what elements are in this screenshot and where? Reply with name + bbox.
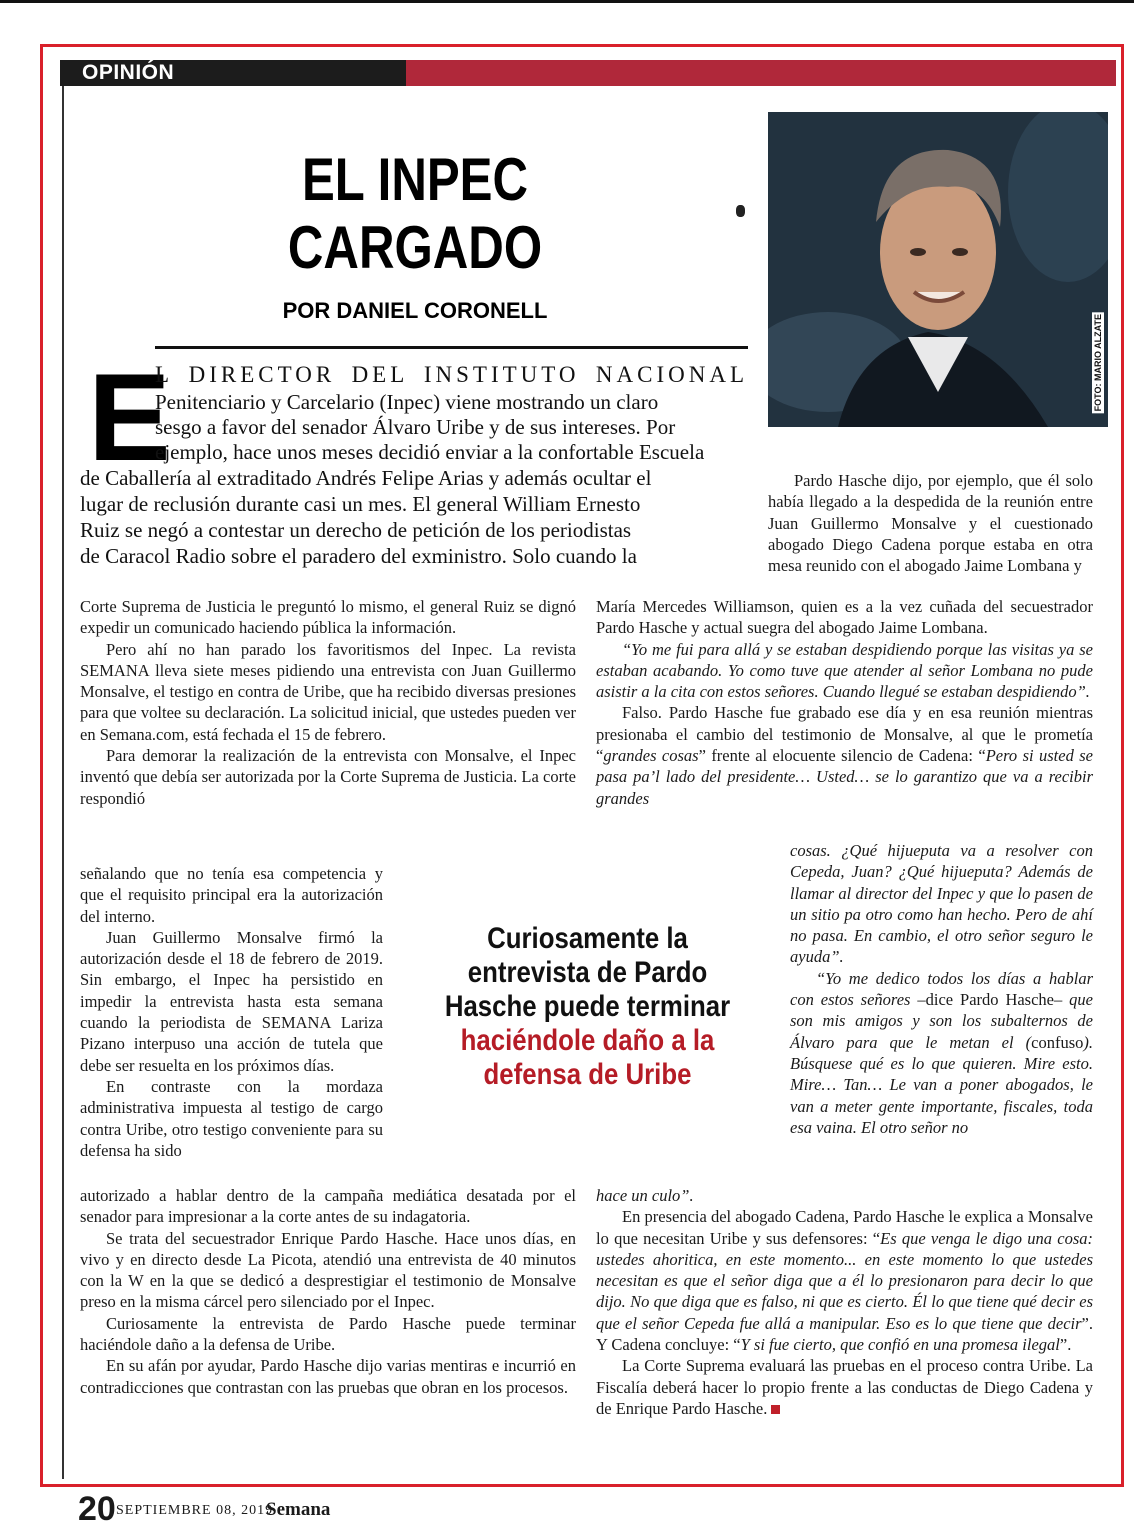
paragraph: En contraste con la mordaza administrativa impuesta al testigo de cargo contra Uribe, otro testigo conveniente para su defensa ha sido [80,1076,383,1160]
paragraph [596,702,1093,808]
end-mark-icon [771,1405,780,1414]
right-column-middle [596,596,1093,809]
lead-line: de Caracol Radio sobre el paradero del exministro. Solo cuando la [80,544,637,568]
lead-line: L DIRECTOR DEL INSTITUTO NACIONAL [155,362,748,387]
text-run-emphasis: ). Búsquese qué es lo que quieren. Mire esto. Mire… Tan… Le van a poner abogados, le van a meter gente importante, fiscales, toda esa vaina. El otro señor no [790,1032,1093,1137]
paragraph: Se trata del secuestrador Enrique Pardo Hasche. Hace unos días, en vivo y en directo desde La Picota, atendió una entrevista de 40 minutos con la W en la que se dedicó a desprestigiar el testimonio de Monsalve preso en la misma cárcel pero silenciado por el Inpec. [80,1228,576,1312]
right-column-top [768,470,1093,576]
paragraph: En su afán por ayudar, Pardo Hasche dijo varias mentiras e incurrió en contradicciones que contrastan con las pruebas que obran en los procesos. [80,1356,576,1397]
quote: cosas. ¿Qué hijueputa va a resolver con Cepeda, Juan? ¿Qué hijueputa? Además de llamar al director del Inpec y que lo pasen de un sitio pa otro como han hecho. Pero de ahí no pasa. En cambio, el otro señor seguro le ayuda”. [790,841,1093,967]
paragraph [596,1206,1093,1355]
right-column-narrow [790,840,1093,1138]
paragraph: Juan Guillermo Monsalve firmó la autorización desde el 18 de febrero de 2019. Sin embargo, el Inpec ha persistido en impedir la entrevista hasta esta semana cuando la periodista de SEMANA Lariza Pizano interpuso una acción de tutela que debe ser resuelta en los próximos días. [80,927,383,1075]
title-line: EL INPEC [301,146,529,213]
pull-quote-highlight: haciéndole daño a la defensa de Uribe [460,1024,715,1091]
left-column-bottom [80,1185,576,1398]
author-portrait-illustration [768,112,1108,427]
right-column-bottom [596,1185,1093,1419]
paragraph: Para demorar la realización de la entrevista con Monsalve, el Inpec inventó que debía ser autorizada por la Corte Suprema de Justicia. La corte respondió [80,746,576,808]
decorative-mark [736,205,745,217]
lead-line: ejemplo, hace unos meses decidió enviar a la confortable Escuela [155,440,705,464]
column-rule [62,86,64,1479]
text-run: confuso [1031,1032,1084,1052]
paragraph: autorizado a hablar dentro de la campaña mediática desatada por el senador para impresionar a la corte antes de su indagatoria. [80,1186,576,1227]
text-run: ” frente al elocuente silencio de Cadena: “ [698,746,986,766]
text-run-emphasis: Y si fue cierto, que confió en una promesa ilegal [740,1335,1060,1355]
lead-line: Ruiz se negó a contestar un derecho de petición de los periodistas [80,518,632,542]
paragraph: Corte Suprema de Justicia le preguntó lo mismo, el general Ruiz se dignó expedir un comunicado haciendo pública la información. [80,597,576,638]
section-bar [60,60,1116,86]
lead-line: sesgo a favor del senador Álvaro Uribe y de sus intereses. Por [155,415,676,439]
text-run: Falso. Pardo Hasche fue grabado ese día y en esa reunión mientras presionaba el cambio del testimonio de Monsalve, al que le prometía “ [596,703,1093,766]
text-run-emphasis: Pero si usted se pasa pa’l lado del presidente… Usted… se lo garantizo que va a recibir grandes [596,746,1093,808]
title-line: CARGADO [287,214,543,281]
author-photo [768,112,1108,427]
text-run: –dice Pardo Hasche– [910,990,1070,1010]
text-run-emphasis: que son mis amigos y son los subalternos de Álvaro para que le metan el ( [790,990,1093,1052]
text-run-emphasis: Es que venga le digo una cosa: ustedes ahoritica, en este momento... en este momento lo que ustedes necesitan es que el señor diga que a él lo presionaron para decir lo que dijo. No que diga que es falso, ni que es cierto. Él lo que tiene qué decir es que el señor Cepeda fue allá a manipular. Eso es lo que tiene que decir [596,1228,1094,1333]
lead-line: de Caballería al extraditado Andrés Felipe Arias y además ocultar el [80,466,652,490]
left-column-narrow [80,863,383,1161]
section-bar-accent [406,60,1116,86]
text-run: ”. [1059,1335,1072,1355]
quote: “Yo me fui para allá y se estaban despidiendo porque las visitas ya se estaban acabando. Yo como tuve que atender al señor Lombana no pude asistir a la cita con estos señores. Cuando llegué se estaban despidiendo”. [596,639,1093,702]
issue-date: SEPTIEMBRE 08, 2019 [116,1503,274,1518]
article-title [280,146,551,282]
left-column-top [80,596,576,809]
paragraph: Pero ahí no han parado los favoritismos del Inpec. La revista SEMANA lleva siete meses pidiendo una entrevista con Juan Guillermo Monsalve, el testigo en contra de Uribe, que ha recibido diversas presiones para que voltee su declaración. La solicitud inicial, que ustedes pueden ver en Semana.com, está fechada el 15 de febrero. [80,639,576,744]
drop-cap: E [88,349,171,487]
quote [790,968,1093,1138]
lead-line: Penitenciario y Carcelario (Inpec) viene mostrando un claro [155,390,659,414]
text-run-emphasis: grandes cosas [603,746,699,766]
text-run-emphasis: “Yo me dedico todos los días a hablar con estos señores [790,968,1093,1010]
photo-credit: FOTO: MARIO ALZATE [1093,313,1103,411]
text-run: ”. Y Cadena concluye: “ [596,1313,1093,1355]
paragraph [596,1355,1093,1419]
pull-quote-text: Curiosamente la entrevista de Pardo Hasche puede terminar [444,922,731,1023]
closing-text: La Corte Suprema evaluará las pruebas en el proceso contra Uribe. La Fiscalía deberá hacer lo propio frente a las conductas de Diego Cadena y de Enrique Pardo Hasche. [596,1356,1093,1418]
lead-line: lugar de reclusión durante casi un mes. El general William Ernesto [80,492,641,516]
section-label: OPINIÓN [82,61,175,84]
paragraph: Curiosamente la entrevista de Pardo Hasche puede terminar haciéndole daño a la defensa de Uribe. [80,1313,576,1355]
paragraph: señalando que no tenía esa competencia y que el requisito principal era la autorización del interno. [80,864,383,926]
top-rule [0,0,1134,3]
paragraph: María Mercedes Williamson, quien es a la vez cuñada del secuestrador Pardo Hasche y actual suegra del abogado Jaime Lombana. [596,597,1093,638]
magazine-name: Semana [266,1499,331,1520]
title-rule [155,346,748,349]
text-run: En presencia del abogado Cadena, Pardo Hasche le explica a Monsalve lo que necesitan Uribe y sus defensores: “ [596,1207,1093,1248]
byline: POR DANIEL CORONELL [282,298,548,323]
page-number: 20 [78,1490,116,1528]
paragraph: Pardo Hasche dijo, por ejemplo, que él solo había llegado a la despedida de la reunión entre Juan Guillermo Monsalve y el cuestionado abogado Diego Cadena porque estaba en otra mesa reunido con el abogado Jaime Lombana y [768,471,1093,576]
pull-quote [443,922,731,1092]
quote: hace un culo”. [596,1186,694,1205]
